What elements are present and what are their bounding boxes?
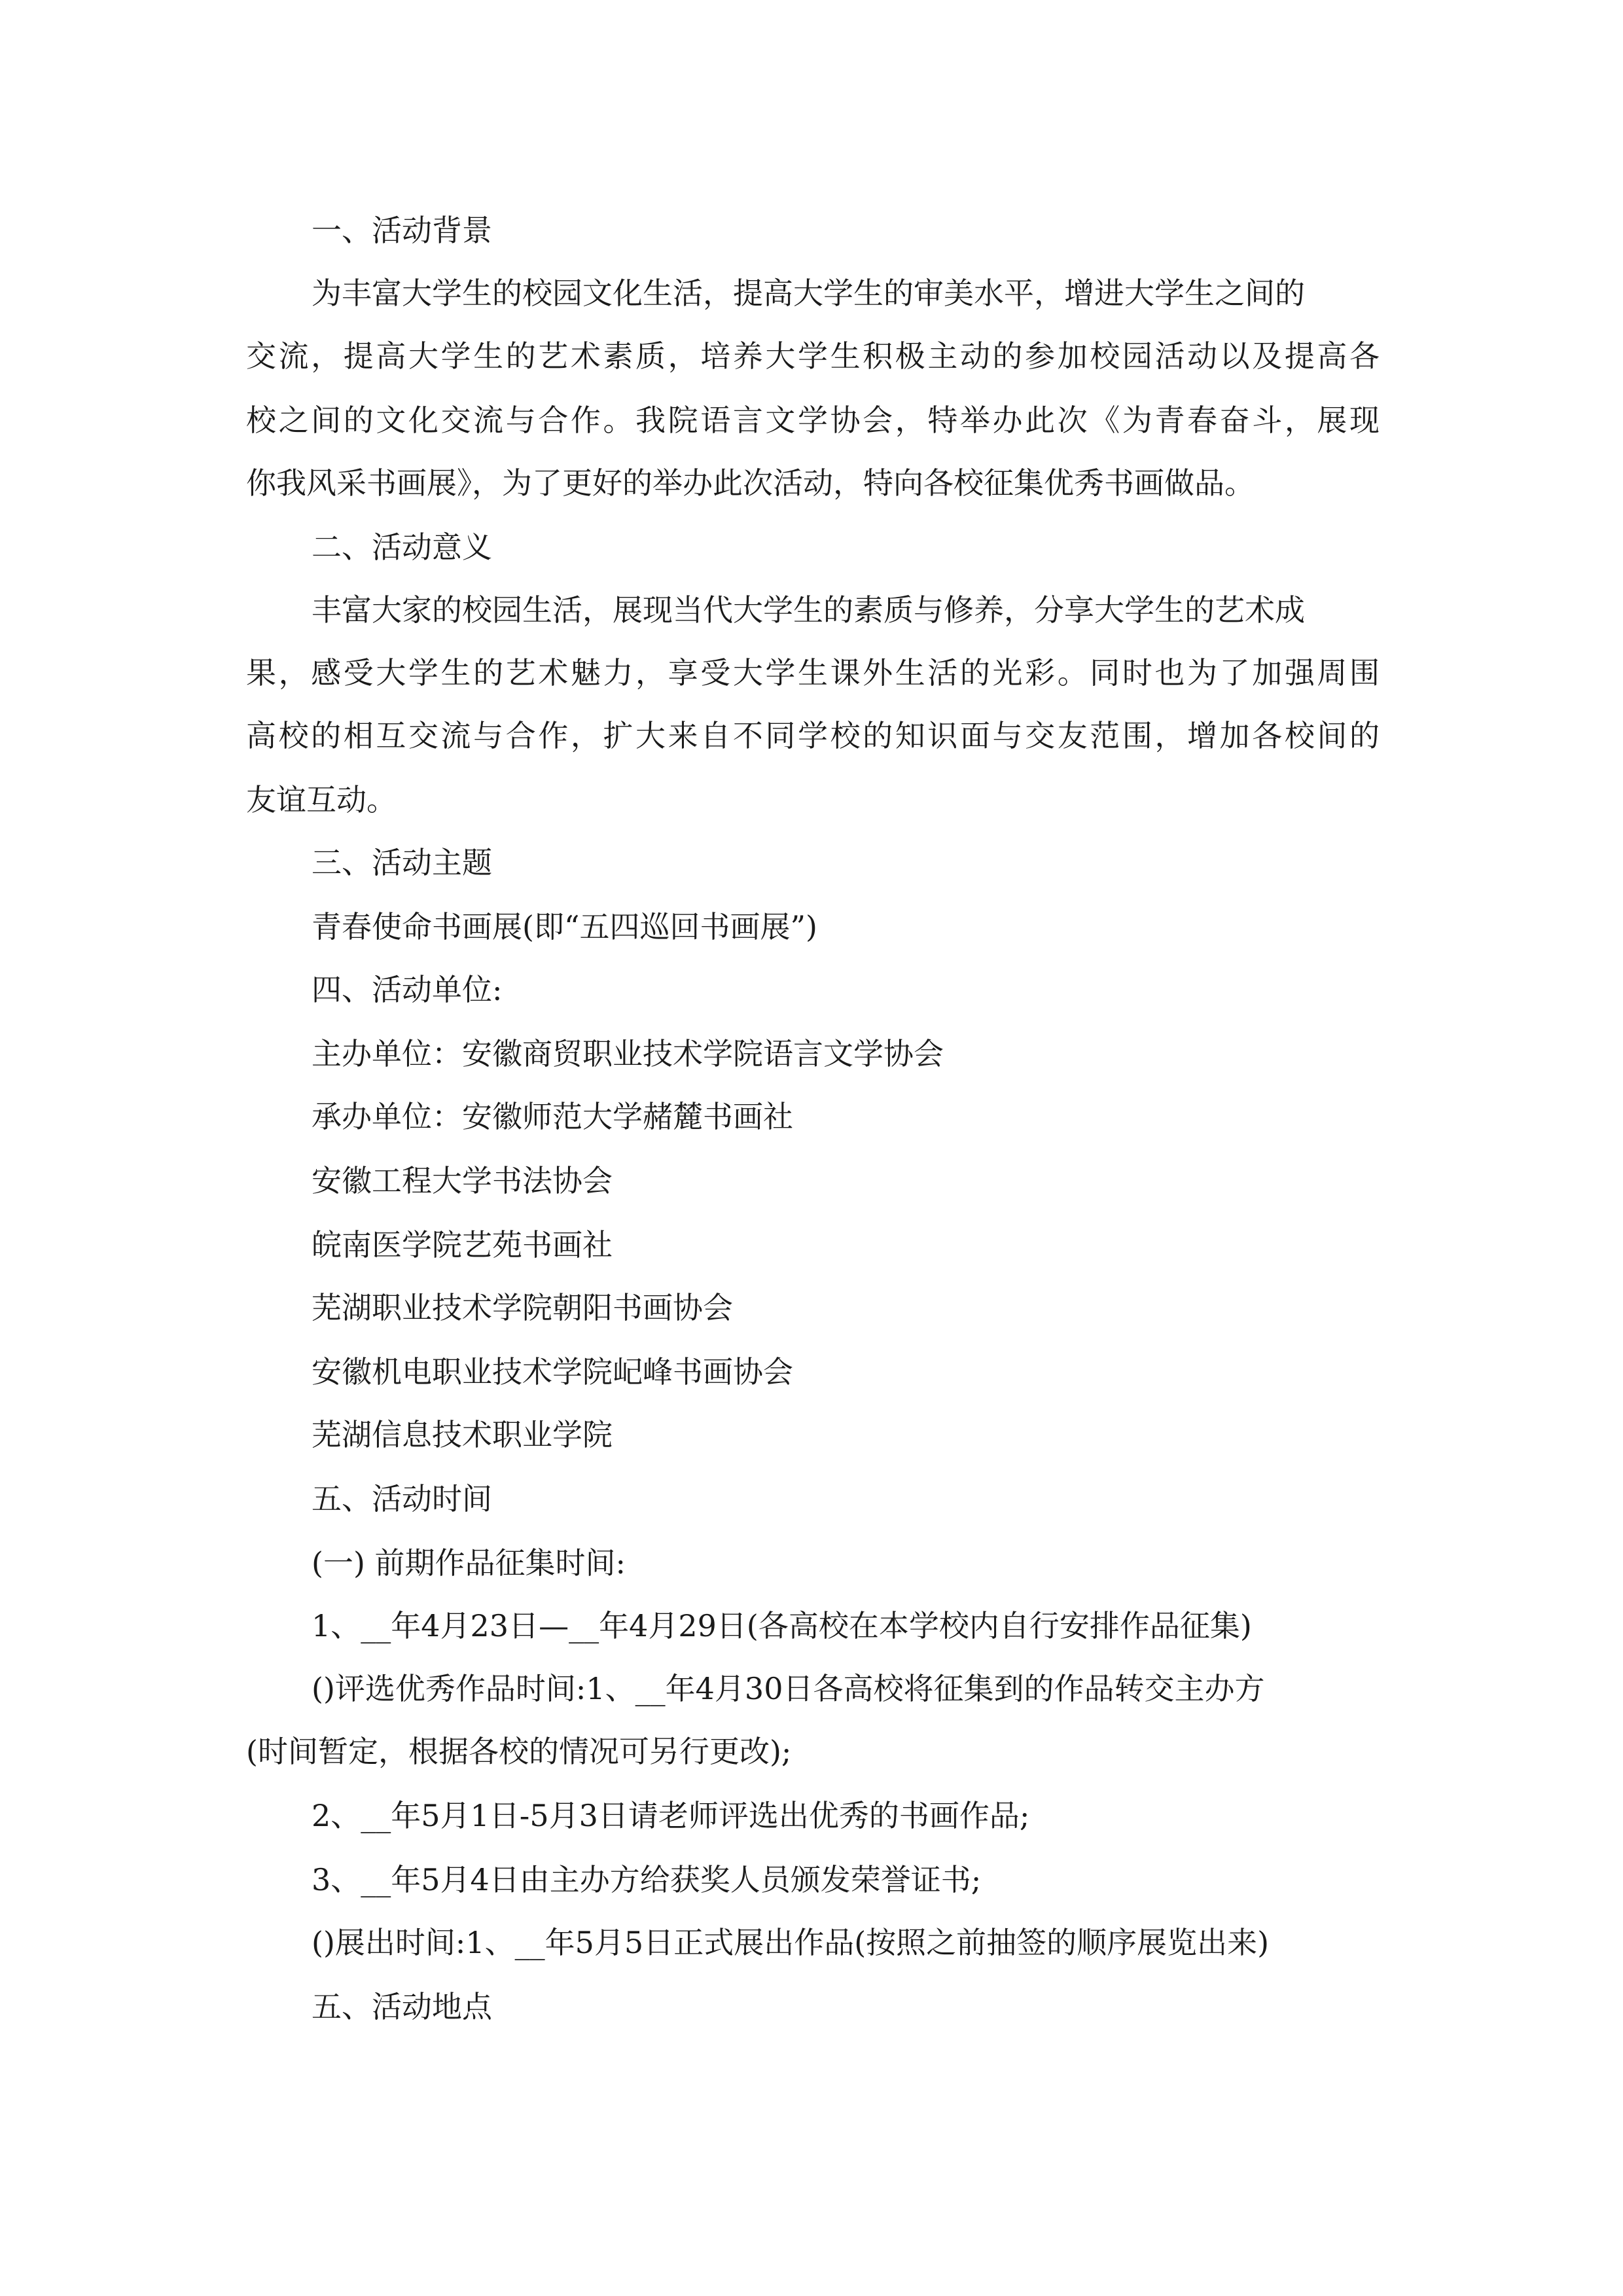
heading-theme: 三、活动主题	[312, 845, 492, 880]
paragraph-line: 校之间的文化交流与合作。我院语言文学协会，特举办此次《为青春奋斗，展现	[246, 403, 1380, 438]
paragraph-line: 友谊互动。	[246, 782, 397, 817]
unit-line: 安徽机电职业技术学院屺峰书画协会	[312, 1354, 793, 1390]
unit-line: 承办单位：安徽师范大学赭麓书画社	[312, 1099, 793, 1134]
time-line: (时间暂定，根据各校的情况可另行更改);	[246, 1734, 792, 1769]
paragraph-line: 交流，提高大学生的艺术素质，培养大学生积极主动的参加校园活动以及提高各	[246, 338, 1380, 374]
heading-significance: 二、活动意义	[312, 529, 492, 565]
unit-line: 主办单位：安徽商贸职业技术学院语言文学协会	[312, 1036, 944, 1071]
heading-location: 五、活动地点	[312, 1989, 492, 2024]
time-line: 1、__年4月23日—__年4月29日(各高校在本学校内自行安排作品征集)	[312, 1608, 1252, 1643]
unit-line: 芜湖职业技术学院朝阳书画协会	[312, 1290, 733, 1325]
time-line: ()展出时间:1、__年5月5日正式展出作品(按照之前抽签的顺序展览出来)	[312, 1925, 1270, 1960]
paragraph-line: 你我风采书画展》，为了更好的举办此次活动，特向各校征集优秀书画做品。	[246, 465, 1255, 501]
time-line: 3、__年5月4日由主办方给获奖人员颁发荣誉证书;	[312, 1862, 982, 1897]
unit-line: 安徽工程大学书法协会	[312, 1163, 613, 1198]
paragraph-line: 果，感受大学生的艺术魅力，享受大学生课外生活的光彩。同时也为了加强周围	[246, 655, 1380, 691]
time-line: 2、__年5月1日-5月3日请老师评选出优秀的书画作品;	[312, 1798, 1030, 1833]
heading-time: 五、活动时间	[312, 1481, 492, 1516]
paragraph-line: 丰富大家的校园生活，展现当代大学生的素质与修养，分享大学生的艺术成	[312, 592, 1305, 628]
unit-line: 皖南医学院艺苑书画社	[312, 1227, 613, 1263]
paragraph-line: 为丰富大学生的校园文化生活，提高大学生的审美水平，增进大学生之间的	[312, 276, 1305, 311]
theme-text: 青春使命书画展(即“五四巡回书画展”)	[312, 909, 817, 944]
unit-line: 芜湖信息技术职业学院	[312, 1417, 613, 1452]
time-line: ()评选优秀作品时间:1、__年4月30日各高校将征集到的作品转交主办方	[312, 1671, 1265, 1706]
heading-units: 四、活动单位:	[312, 972, 503, 1007]
paragraph-line: 高校的相互交流与合作，扩大来自不同学校的知识面与交友范围，增加各校间的	[246, 718, 1380, 753]
time-line: (一) 前期作品征集时间:	[312, 1545, 626, 1581]
heading-background: 一、活动背景	[312, 213, 492, 248]
